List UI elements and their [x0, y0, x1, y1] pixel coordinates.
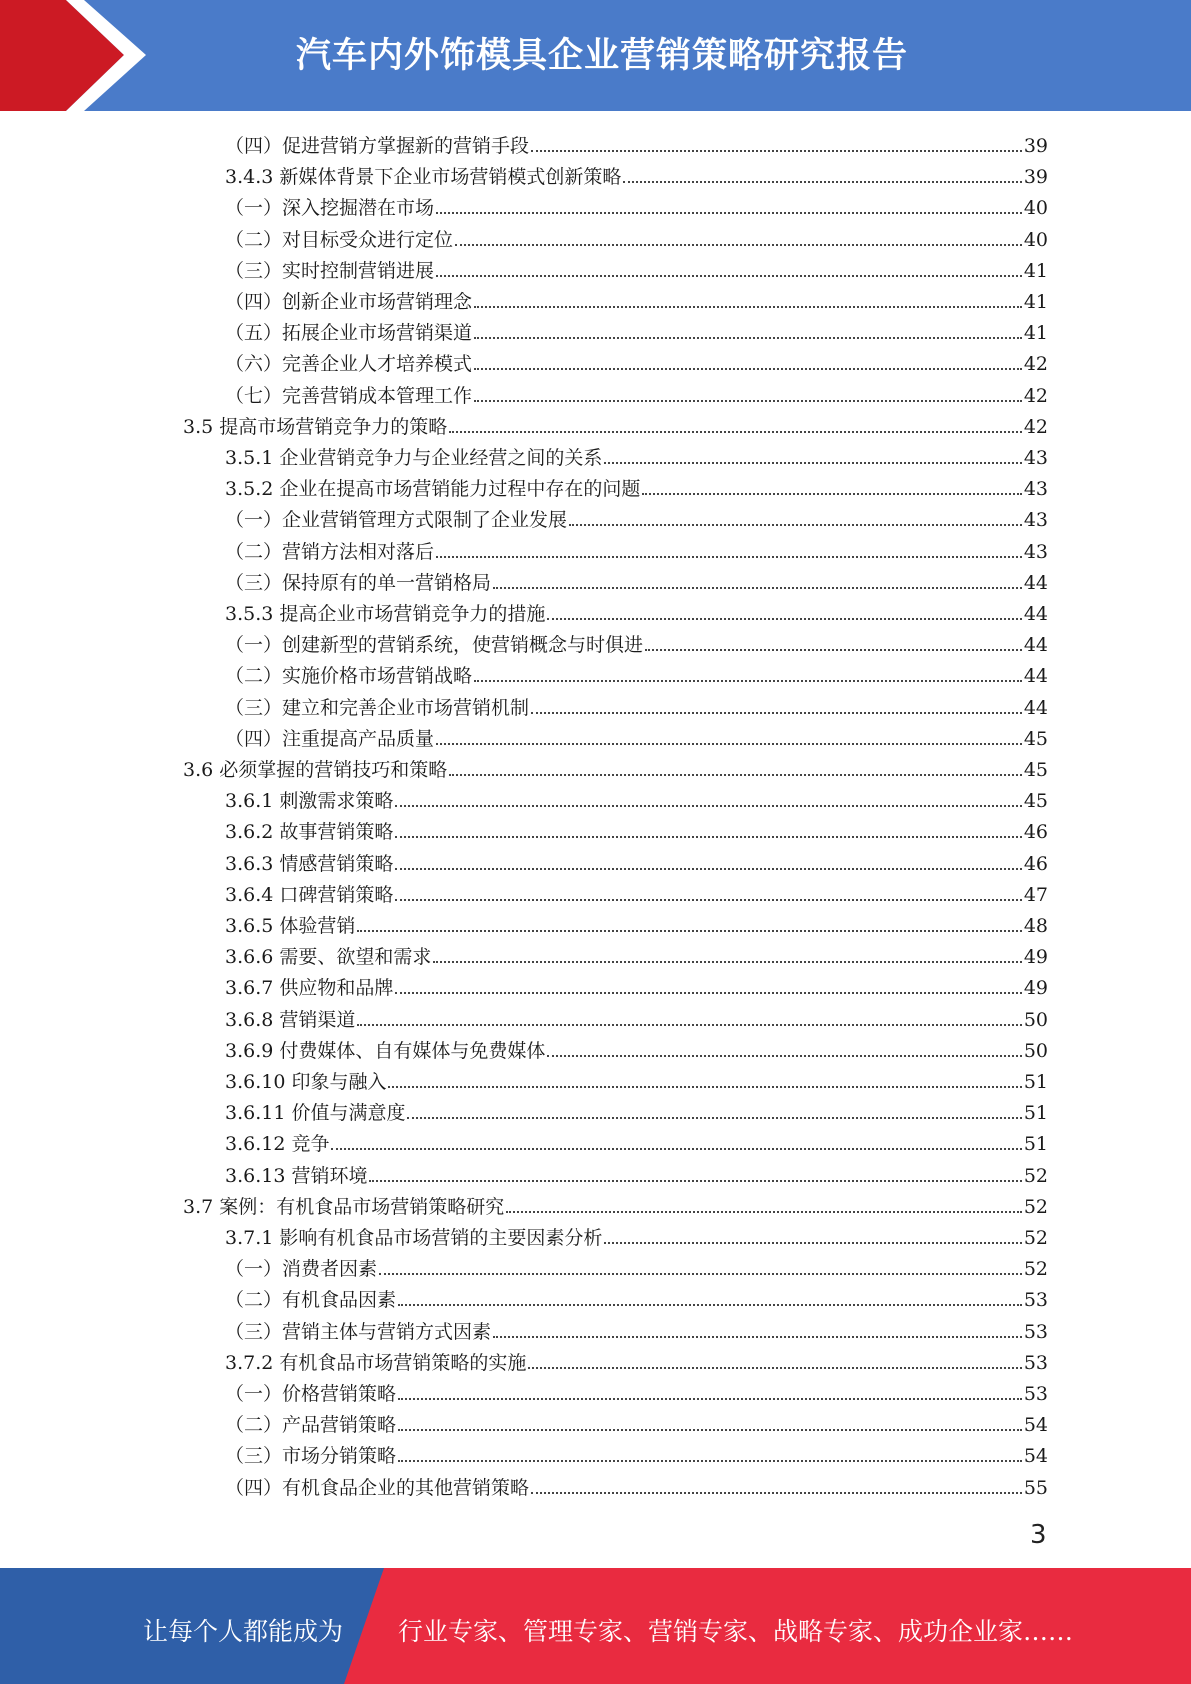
toc-entry[interactable]: [225, 1094, 1048, 1125]
toc-entry-label: （二）对目标受众进行定位: [225, 228, 454, 251]
toc-entry-page: 43: [1023, 478, 1048, 501]
toc-leader-dots: [398, 1398, 1022, 1400]
toc-entry[interactable]: [225, 1313, 1048, 1344]
toc-entry-page: 44: [1023, 634, 1048, 657]
footer-slogan-right: 行业专家、管理专家、营销专家、战略专家、成功企业家……: [398, 1617, 1074, 1646]
toc-entry[interactable]: [225, 876, 1048, 907]
toc-entry-label: 3.6.11 价值与满意度: [225, 1102, 406, 1125]
toc-entry[interactable]: [225, 1157, 1048, 1188]
toc-entry-label: （二）营销方法相对落后: [225, 540, 435, 563]
toc-entry-page: 53: [1023, 1351, 1048, 1374]
toc-leader-dots: [455, 244, 1022, 246]
toc-leader-dots: [493, 1336, 1022, 1338]
toc-entry-page: 51: [1023, 1133, 1048, 1156]
toc-entry[interactable]: [225, 470, 1048, 501]
toc-entry[interactable]: [225, 1063, 1048, 1094]
toc-entry-page: 49: [1023, 946, 1048, 969]
toc-entry[interactable]: [225, 439, 1048, 470]
toc-entry-page: 52: [1023, 1195, 1048, 1218]
toc-entry-page: 41: [1023, 322, 1048, 345]
toc-entry-page: 50: [1023, 1008, 1048, 1031]
toc-entry-label: （一）消费者因素: [225, 1258, 378, 1281]
toc-entry-page: 39: [1023, 166, 1048, 189]
toc-leader-dots: [531, 150, 1022, 152]
toc-entry-page: 45: [1023, 790, 1048, 813]
toc-entry-label: 3.6 必须掌握的营销技巧和策略: [183, 759, 448, 781]
toc-entry[interactable]: [225, 720, 1048, 751]
toc-entry-label: 3.5.3 提高企业市场营销竞争力的措施: [225, 603, 546, 625]
toc-entry-label: 3.6.4 口碑营销策略: [225, 883, 394, 906]
toc-leader-dots: [604, 1242, 1021, 1244]
page-footer: [0, 1568, 1191, 1684]
toc-entry-label: 3.6.6 需要、欲望和需求: [225, 946, 432, 969]
toc-entry[interactable]: [225, 782, 1048, 813]
toc-entry-label: 3.5.2 企业在提高市场营销能力过程中存在的问题: [225, 478, 641, 501]
toc-entry-page: 45: [1023, 727, 1048, 750]
toc-leader-dots: [395, 805, 1021, 807]
toc-entry-label: （一）企业营销管理方式限制了企业发展: [225, 509, 568, 532]
toc-entry-page: 43: [1023, 540, 1048, 563]
toc-entry-page: 51: [1023, 1071, 1048, 1093]
toc-entry-label: （五）拓展企业市场营销渠道: [225, 322, 473, 345]
toc-leader-dots: [398, 1304, 1022, 1306]
toc-entry-label: 3.6.8 营销渠道: [225, 1008, 356, 1031]
toc-entry[interactable]: [225, 938, 1048, 969]
toc-entry-label: （三）保持原有的单一营销格局: [225, 571, 492, 594]
toc-entry[interactable]: [225, 1250, 1048, 1281]
toc-entry-page: 44: [1023, 696, 1048, 719]
toc-entry-page: 53: [1023, 1383, 1048, 1405]
toc-entry-page: 43: [1023, 509, 1048, 532]
toc-entry-label: （三）实时控制营销进展: [225, 259, 435, 282]
toc-entry-label: （一）深入挖掘潜在市场: [225, 197, 435, 220]
toc-entry[interactable]: [225, 1406, 1048, 1437]
toc-leader-dots: [379, 1273, 1022, 1275]
toc-leader-dots: [436, 743, 1022, 745]
toc-entry-label: （三）营销主体与营销方式因素: [225, 1320, 492, 1343]
toc-entry[interactable]: [225, 1375, 1048, 1406]
toc-entry-label: （三）建立和完善企业市场营销机制: [225, 696, 530, 719]
toc-entry[interactable]: [225, 845, 1048, 876]
header-arrow-decoration: [0, 0, 160, 111]
toc-leader-dots: [369, 1180, 1021, 1182]
toc-entry-page: 51: [1023, 1102, 1048, 1125]
toc-entry[interactable]: [225, 657, 1048, 688]
toc-entry-label: （一）创建新型的营销系统，使营销概念与时俱进: [225, 634, 644, 657]
toc-entry-label: （二）有机食品因素: [225, 1289, 397, 1312]
toc-leader-dots: [398, 1429, 1022, 1431]
toc-entry-label: 3.6.13 营销环境: [225, 1164, 368, 1187]
toc-entry[interactable]: [225, 189, 1048, 220]
toc-entry-label: 3.6.7 供应物和品牌: [225, 977, 394, 1000]
toc-entry[interactable]: [225, 907, 1048, 938]
toc-entry-label: （四）促进营销方掌握新的营销手段: [225, 135, 530, 157]
toc-entry-page: 46: [1023, 852, 1048, 875]
toc-leader-dots: [506, 1211, 1022, 1213]
toc-entry[interactable]: [225, 969, 1048, 1000]
toc-entry[interactable]: [225, 813, 1048, 844]
toc-entry[interactable]: [225, 1219, 1048, 1250]
toc-entry[interactable]: [225, 314, 1048, 345]
toc-entry-label: （二）实施价格市场营销战略: [225, 665, 473, 688]
toc-leader-dots: [407, 1117, 1021, 1119]
toc-leader-dots: [433, 961, 1021, 963]
toc-entry[interactable]: [225, 345, 1048, 376]
toc-entry-page: 47: [1023, 883, 1048, 906]
toc-entry-page: 41: [1023, 259, 1048, 282]
toc-leader-dots: [645, 649, 1022, 651]
toc-entry-label: 3.5.1 企业营销竞争力与企业经营之间的关系: [225, 447, 603, 469]
toc-entry-label: （四）创新企业市场营销理念: [225, 291, 473, 313]
toc-leader-dots: [547, 618, 1021, 620]
toc-entry[interactable]: [225, 127, 1048, 158]
toc-entry-label: 3.7.2 有机食品市场营销策略的实施: [225, 1351, 527, 1374]
toc-entry[interactable]: [225, 689, 1048, 720]
toc-leader-dots: [474, 337, 1022, 339]
toc-entry-label: （七）完善营销成本管理工作: [225, 384, 473, 407]
toc-entry-page: 44: [1023, 603, 1048, 625]
toc-entry-page: 52: [1023, 1164, 1048, 1187]
toc-entry[interactable]: [183, 751, 1048, 782]
toc-leader-dots: [493, 587, 1022, 589]
toc-entry-label: 3.5 提高市场营销竞争力的策略: [183, 415, 448, 438]
toc-entry[interactable]: [225, 252, 1048, 283]
toc-entry-label: （六）完善企业人才培养模式: [225, 353, 473, 376]
toc-entry[interactable]: [183, 1188, 1048, 1219]
toc-entry-label: 3.6.2 故事营销策略: [225, 821, 394, 844]
toc-entry-page: 42: [1023, 415, 1048, 438]
toc-leader-dots: [395, 899, 1021, 901]
toc-entry[interactable]: [225, 564, 1048, 595]
toc-leader-dots: [388, 1086, 1021, 1088]
toc-entry-label: （一）价格营销策略: [225, 1383, 397, 1405]
toc-entry-page: 48: [1023, 915, 1048, 937]
toc-entry-label: （三）市场分销策略: [225, 1445, 397, 1468]
toc-entry-label: 3.6.10 印象与融入: [225, 1071, 387, 1093]
toc-entry-page: 49: [1023, 977, 1048, 1000]
toc-entry[interactable]: [225, 533, 1048, 564]
toc-entry-page: 43: [1023, 447, 1048, 469]
report-title: 汽车内外饰模具企业营销策略研究报告: [296, 36, 909, 76]
toc-entry-page: 52: [1023, 1227, 1048, 1249]
toc-entry[interactable]: [225, 1125, 1048, 1156]
toc-entry-label: 3.6.12 竞争: [225, 1133, 330, 1156]
toc-entry-page: 50: [1023, 1039, 1048, 1062]
toc-leader-dots: [474, 368, 1022, 370]
toc-leader-dots: [436, 212, 1022, 214]
toc-entry-page: 39: [1023, 135, 1048, 157]
toc-entry[interactable]: [225, 501, 1048, 532]
toc-entry-label: （二）产品营销策略: [225, 1414, 397, 1437]
toc-entry-page: 53: [1023, 1320, 1048, 1343]
page-header: [0, 0, 1191, 111]
toc-entry-label: 3.6.5 体验营销: [225, 915, 356, 937]
toc-entry-page: 54: [1023, 1445, 1048, 1468]
toc-entry-label: 3.7.1 影响有机食品市场营销的主要因素分析: [225, 1227, 603, 1249]
toc-entry-page: 53: [1023, 1289, 1048, 1312]
toc-entry-page: 46: [1023, 821, 1048, 844]
toc-entry-page: 40: [1023, 197, 1048, 220]
toc-leader-dots: [395, 992, 1021, 994]
toc-entry-label: 3.7 案例：有机食品市场营销策略研究: [183, 1195, 505, 1218]
toc-leader-dots: [436, 556, 1022, 558]
toc-leader-dots: [547, 1055, 1021, 1057]
toc-entry[interactable]: [225, 1437, 1048, 1468]
toc-entry-page: 40: [1023, 228, 1048, 251]
toc-entry-page: 42: [1023, 384, 1048, 407]
toc-entry[interactable]: [183, 408, 1048, 439]
toc-leader-dots: [474, 680, 1022, 682]
toc-leader-dots: [449, 774, 1022, 776]
toc-entry-page: 44: [1023, 665, 1048, 688]
toc-entry-page: 45: [1023, 759, 1048, 781]
toc-entry-page: 42: [1023, 353, 1048, 376]
toc-entry-page: 52: [1023, 1258, 1048, 1281]
toc-entry[interactable]: [225, 283, 1048, 314]
toc-entry-label: （四）注重提高产品质量: [225, 727, 435, 750]
toc-entry-page: 55: [1023, 1476, 1048, 1499]
toc-leader-dots: [474, 306, 1022, 308]
toc-leader-dots: [398, 1460, 1022, 1462]
footer-slogan-left: 让每个人都能成为: [143, 1617, 344, 1646]
toc-entry[interactable]: [225, 1469, 1048, 1500]
toc-leader-dots: [395, 836, 1021, 838]
toc-leader-dots: [357, 1024, 1021, 1026]
toc-leader-dots: [623, 181, 1021, 183]
toc-entry[interactable]: [225, 595, 1048, 626]
toc-leader-dots: [357, 930, 1021, 932]
page-number: 3: [1030, 1520, 1047, 1550]
toc-entry-label: 3.6.1 刺激需求策略: [225, 790, 394, 813]
toc-leader-dots: [531, 712, 1022, 714]
toc-leader-dots: [569, 524, 1022, 526]
toc-entry-label: （四）有机食品企业的其他营销策略: [225, 1476, 530, 1499]
toc-entry[interactable]: [225, 1001, 1048, 1032]
toc-entry-page: 54: [1023, 1414, 1048, 1437]
toc-entry[interactable]: [225, 377, 1048, 408]
toc-leader-dots: [449, 431, 1022, 433]
toc-entry[interactable]: [225, 1281, 1048, 1312]
toc-leader-dots: [395, 868, 1021, 870]
toc-entry[interactable]: [225, 158, 1048, 189]
toc-leader-dots: [604, 462, 1021, 464]
toc-entry[interactable]: [225, 221, 1048, 252]
toc-entry-label: 3.6.9 付费媒体、自有媒体与免费媒体: [225, 1039, 546, 1062]
toc-leader-dots: [436, 275, 1022, 277]
toc-leader-dots: [528, 1367, 1021, 1369]
toc-leader-dots: [642, 493, 1021, 495]
toc-entry[interactable]: [225, 1344, 1048, 1375]
toc-entry-page: 44: [1023, 571, 1048, 594]
toc-leader-dots: [331, 1148, 1021, 1150]
toc-entry-label: 3.6.3 情感营销策略: [225, 852, 394, 875]
toc-entry[interactable]: [225, 1032, 1048, 1063]
toc-entry-page: 41: [1023, 291, 1048, 313]
toc-leader-dots: [474, 400, 1022, 402]
toc-leader-dots: [531, 1492, 1022, 1494]
toc-entry-label: 3.4.3 新媒体背景下企业市场营销模式创新策略: [225, 166, 622, 189]
toc-entry[interactable]: [225, 626, 1048, 657]
